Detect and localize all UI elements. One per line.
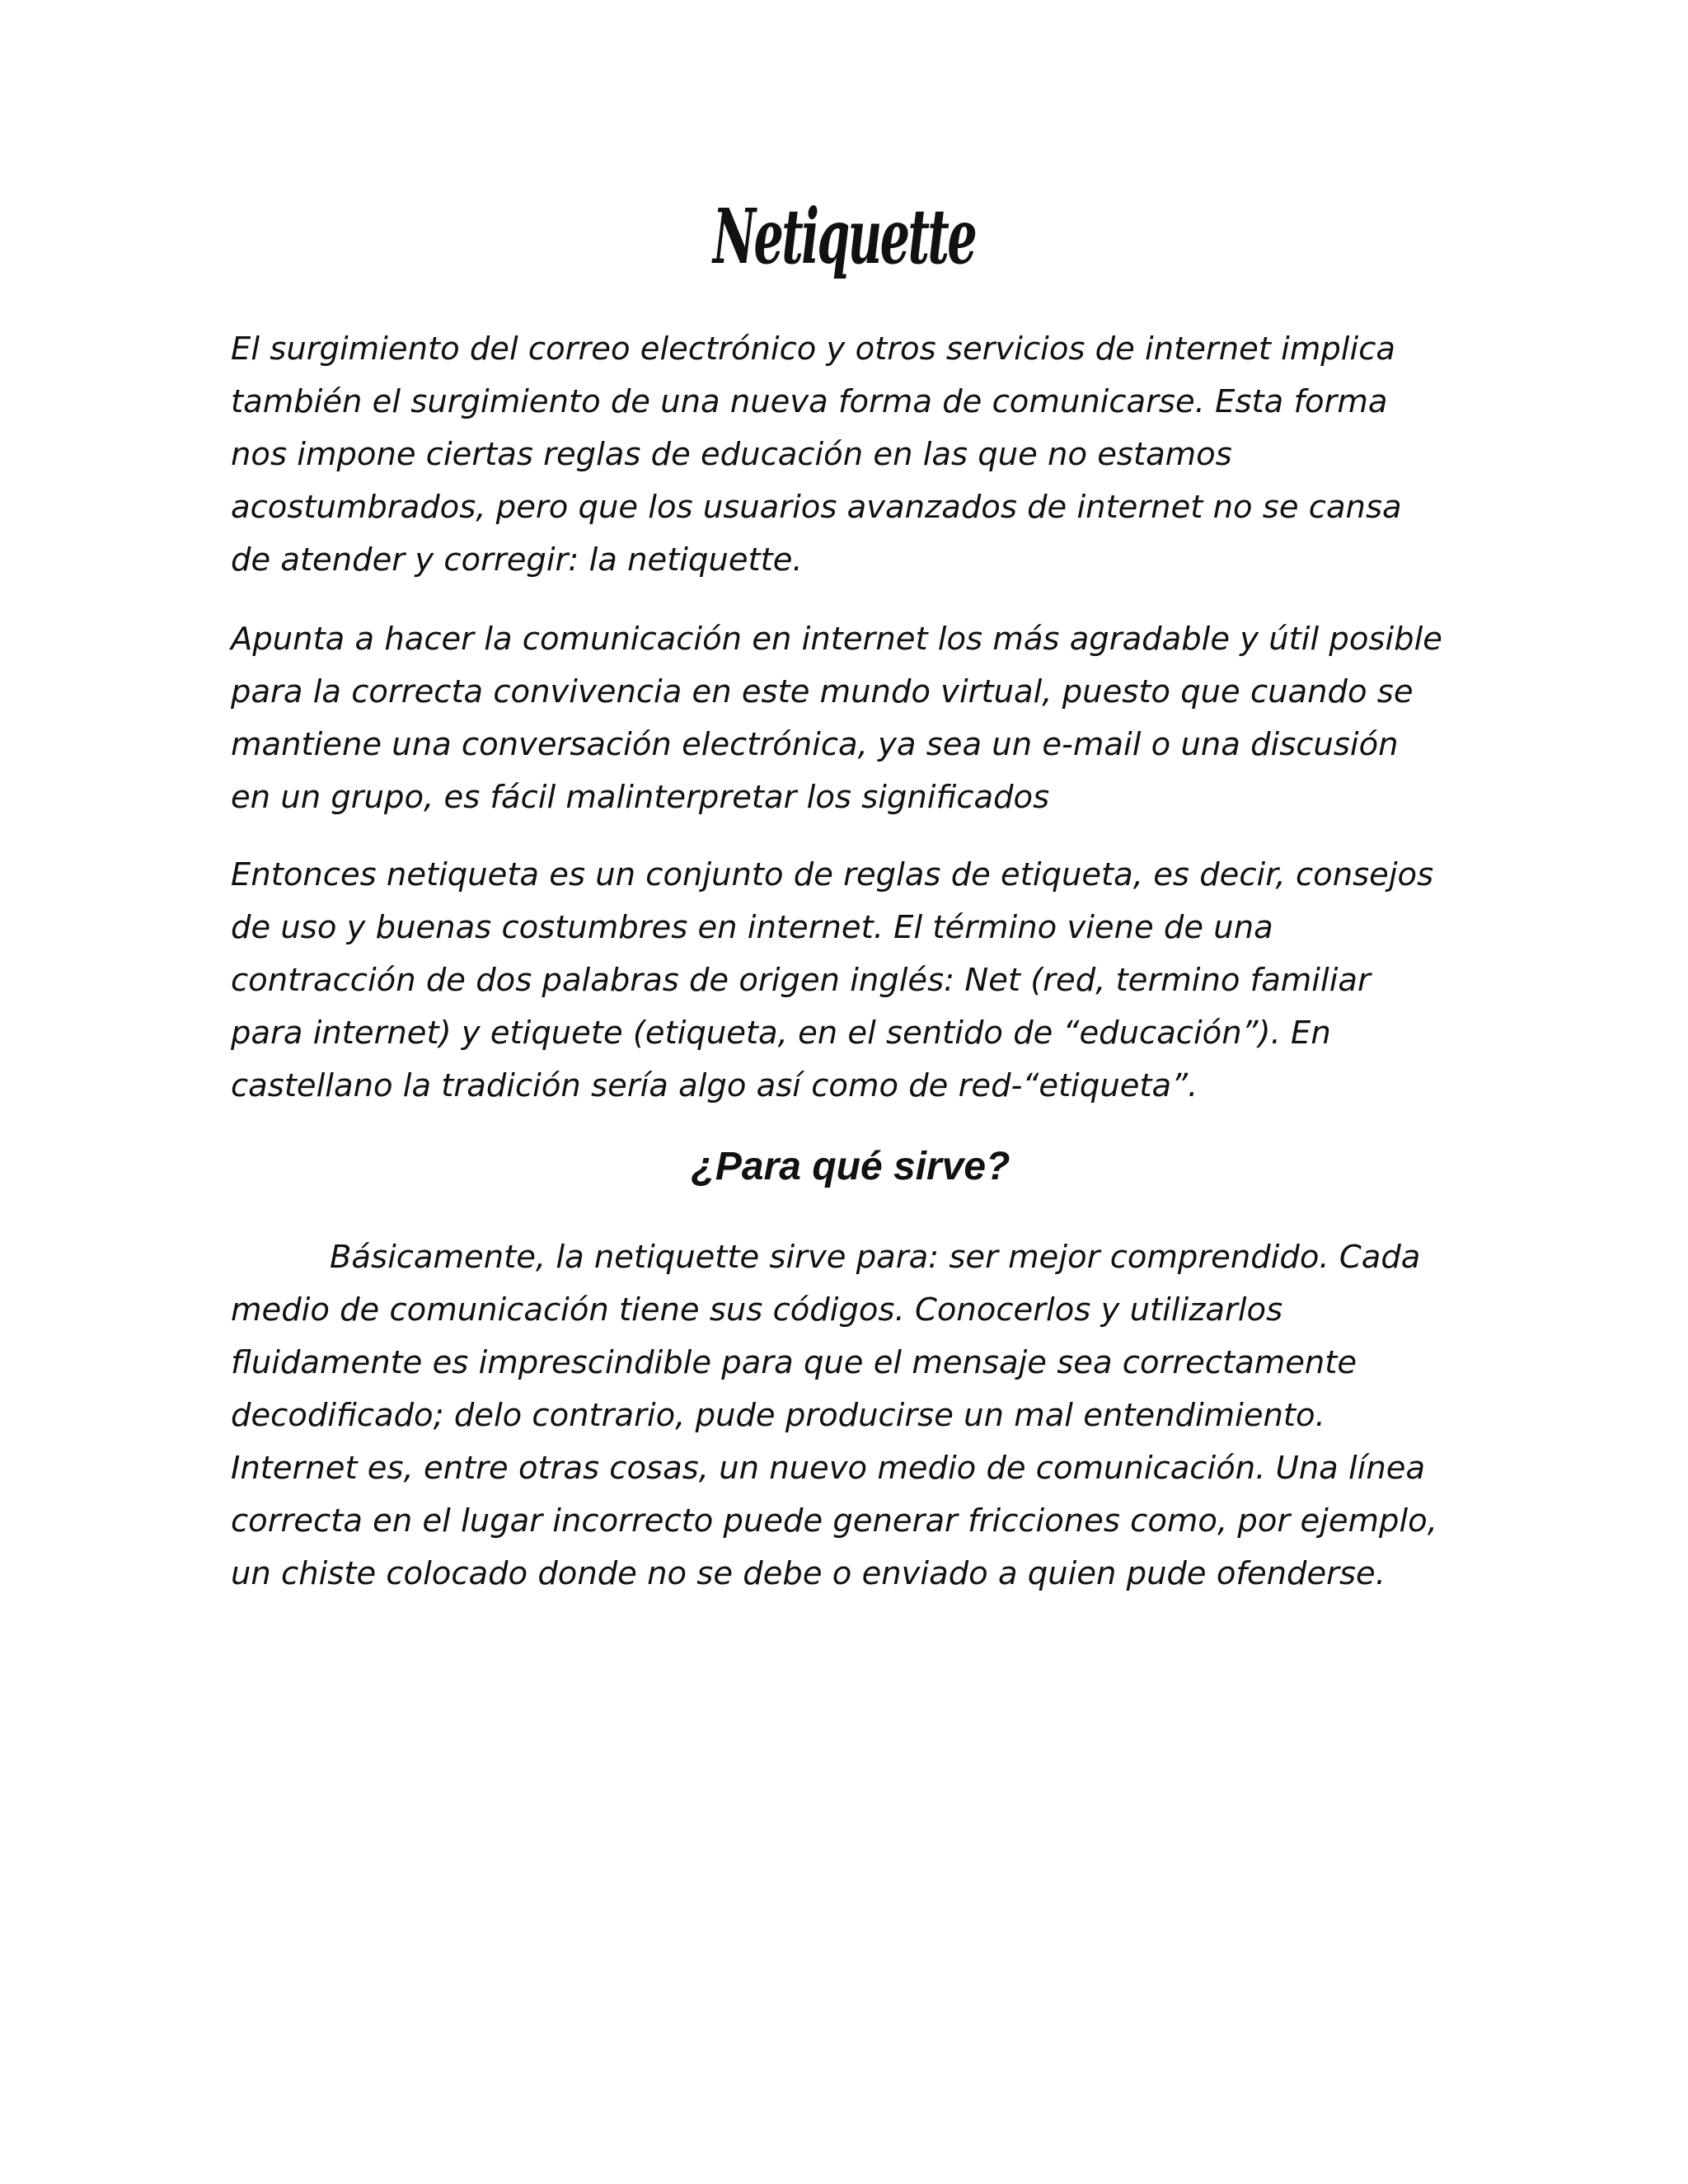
paragraph-uses: Básicamente, la netiquette sirve para: ser mejor comprendido. Cada medio de comunicación tiene sus códigos. Conocerlos y utilizarlos fluidamente es imprescindible para que el mensaje sea correctamente decodificado; delo contrario, pude producirse un mal entendimiento. Internet es, entre otras cosas, un nuevo medio de comunicación. Una línea correcta en el lugar incorrecto puede generar fricciones como, por ejemplo, un chiste colocado donde no se debe o enviado a quien pude ofenderse. [231, 1239, 1437, 1592]
document-title: Netiquette [712, 192, 976, 281]
section-heading: ¿Para qué sirve? [691, 1145, 1010, 1188]
paragraph-definition: Entonces netiqueta es un conjunto de reglas de etiqueta, es decir, consejos de uso y buenas costumbres en internet. El término viene de una contracción de dos palabras de origen inglés: Net (red, termino familiar para internet) y etiquete (etiqueta, en el sentido de “educación”). En castellano la tradición sería algo así como de red-“etiqueta”. [231, 856, 1434, 1104]
paragraph-intro: El surgimiento del correo electrónico y otros servicios de internet implica también el surgimiento de una nueva forma de comunicarse. Esta forma nos impone ciertas reglas de educación en las que no estamos acostumbrados, pero que los usuarios avanzados de internet no se cansa de atender y corregir: la netiquette. [231, 330, 1402, 579]
paragraph-purpose: Apunta a hacer la comunicación en internet los más agradable y útil posible para la correcta convivencia en este mundo virtual, puesto que cuando se mantiene una conversación electrónica, ya sea un e-mail o una discusión en un grupo, es fácil malinterpretar los significados [231, 621, 1442, 816]
